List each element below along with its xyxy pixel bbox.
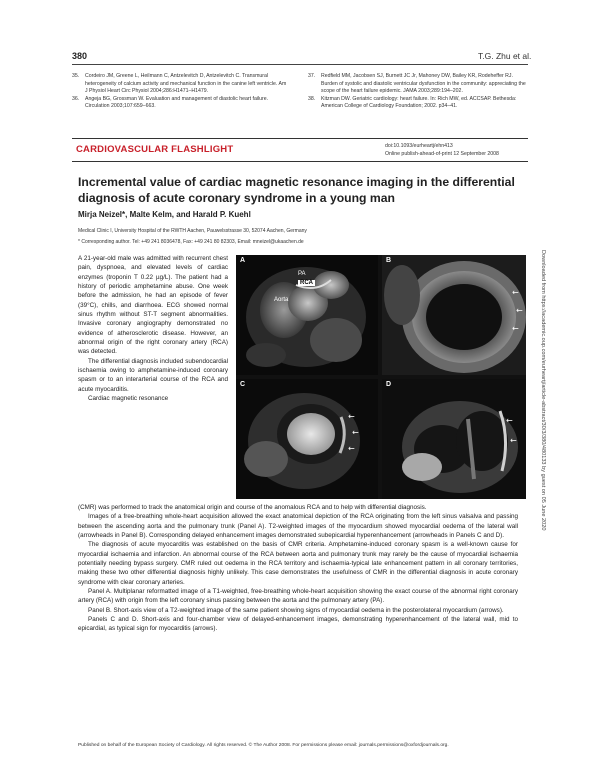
running-head: T.G. Zhu et al. [478, 51, 532, 61]
download-sidebar: Downloaded from https://academic.oup.com/eurheartj/article-abstract/30/3/380/480133 by guest on 05 June 2020 [540, 250, 546, 531]
reference-item [72, 96, 290, 111]
label-aorta: Aorta [274, 297, 289, 303]
body-fullwidth [78, 503, 518, 634]
arrow-icon: ← [512, 324, 519, 333]
body-paragraph: The differential diagnosis included subendocardial ischaemia owing to amphetamine-induced coronary spasm or to an interarterial course of the RCA and acute myocarditis. [78, 357, 228, 393]
arrow-icon: ← [348, 412, 355, 421]
online-date: Online publish-ahead-of-print 12 September 2008 [385, 151, 499, 157]
figure-panel-a [236, 255, 378, 375]
figure-panel-c [236, 379, 378, 499]
label-rca: RCA [300, 280, 313, 286]
header-rule [72, 64, 528, 65]
doi-block [385, 142, 499, 158]
reference-text: Angeja BG, Grossman W. Evaluation and management of diastolic heart failure. Circulation 2003;107:659–663. [85, 95, 269, 110]
reference-text: Cordeiro JM, Greene L, Heilmann C, Antzelevitch D, Antzelevitch C. Transmural heterogeneity of calcium activity and mechanical function in the canine left ventricle. Am J Physiol Heart Circ Physiol 2004;286:H1471–H1479. [85, 73, 287, 95]
article-title: Incremental value of cardiac magnetic resonance imaging in the differential diagnosis of acute coronary syndrome in a young man [78, 175, 515, 205]
doi: doi:10.1093/eurheartj/ehn413 [385, 143, 453, 149]
body-paragraph: A 21-year-old male was admitted with recurrent chest pain, dyspnoea, and elevated levels of cardiac enzymes (troponin T 0.22 µg/L). The patient had a history of periodic amphetamine abuse. One week before the admission, he had an episode of fever (39°C), chills, and diarrhoea. ECG showed normal sinus rhythm without ST-T segment abnormalities. Invasive coronary angiography demonstrated no evidence of atherosclerotic disease. However, an abnormal origin of the right coronary artery (RCA) was detected. [78, 255, 228, 356]
page-number: 380 [72, 51, 88, 61]
mri-image-c [236, 379, 378, 499]
affiliation: Medical Clinic I, University Hospital of the RWTH Aachen, Pauwelsstrasse 30, 52074 Aachen, Germany [78, 228, 307, 234]
reference-list-right [308, 73, 528, 111]
arrow-icon: ← [348, 444, 355, 453]
body-paragraph: The diagnosis of acute myocarditis was established on the basis of CMR criteria. Amphetamine-induced coronary spasm is a well-known cause for myocardial ischaemia and infarction. An abnormal course of the RCA between aorta and pulmonary trunk may rarely be the cause of myocardial ischaemia potentially needing bypass surgery. CMR ruled out oedema in the RCA territory and ischaemia-typical late enhancement pattern in all coronary territories, making these two other differential diagnosis highly unlikely. This case demonstrates the usefulness of CMR in the differential diagnosis in acute coronary syndrome with clear coronary arteries. [78, 541, 518, 586]
reference-list-left [72, 73, 290, 111]
corresponding-author: * Corresponding author. Tel: +49 241 8036478, Fax: +49 241 80 82303, Email: mneizel@ukaachen.de [78, 239, 304, 245]
figure-panel-d [382, 379, 526, 499]
mri-image-b [382, 255, 526, 375]
reference-item [308, 96, 528, 111]
reference-number: 37. [308, 73, 316, 79]
reference-item [72, 73, 290, 96]
label-pa: PA [298, 271, 306, 277]
section-heading: CARDIOVASCULAR FLASHLIGHT [76, 144, 234, 155]
arrow-icon: ← [512, 288, 519, 297]
arrow-icon: ← [352, 428, 359, 437]
affiliation-block [78, 226, 518, 248]
arrow-icon: ← [516, 306, 523, 315]
panel-label-c: C [240, 381, 246, 388]
reference-text: Kitzman DW. Geriatric cardiology: heart failure. In: Rich MW, ed. ACCSAP. Bethesda: American College of Cardiology Foundation; 2002. p34–41. [321, 95, 517, 110]
figure-caption: Panel A. Multiplanar reformatted image of a T1-weighted, free-breathing whole-heart acquisition showing the exact course of the abnormal right coronary artery (RCA) with origin from the left coronary sinus passing between the aorta and the pulmonary artery (PA). [78, 588, 518, 605]
body-paragraph-start: Cardiac magnetic resonance [88, 395, 169, 403]
reference-number: 35. [72, 73, 80, 79]
body-paragraph: (CMR) was performed to track the anatomical origin and course of the anomalous RCA and to help with differential diagnosis. [78, 504, 427, 511]
copyright-footer: Published on behalf of the European Society of Cardiology. All rights reserved. © The Author 2008. For permissions please email: journals.permissions@oxfordjournals.org. [78, 743, 449, 748]
mri-figure [236, 255, 526, 499]
body-column [78, 254, 228, 404]
reference-number: 36. [72, 95, 80, 102]
mri-image-d [382, 379, 526, 499]
reference-text: Redfield MM, Jacobsen SJ, Burnett JC Jr, Mahoney DW, Bailey KR, Rodeheffer RJ. Burden of systolic and diastolic ventricular dysfunction in the community: appreciating the scope of the heart failure epidemic. JAMA 2003;289:194–202. [321, 73, 526, 95]
figure-caption: Panel B. Short-axis view of a T2-weighted image of the same patient showing signs of myocardial oedema in the posterolateral myocardium (arrows). [88, 606, 504, 614]
figure-panel-b [382, 255, 526, 375]
arrow-icon: ← [506, 416, 513, 425]
panel-label-b: B [386, 257, 392, 264]
panel-label-d: D [386, 381, 392, 388]
arrow-icon: ← [510, 436, 517, 445]
figure-caption: Panels C and D. Short-axis and four-chamber view of delayed-enhancement images, demonstrating hyperenhancement of the lateral wall, mid to epicardial, as typical sign for myocarditis (arrows). [78, 616, 518, 633]
reference-number: 38. [308, 95, 316, 102]
body-paragraph: Images of a free-breathing whole-heart acquisition allowed the exact anatomical depiction of the RCA originating from the left sinus valsalva and passing between the ascending aorta and the pulmonary trunk (Panel A). T2-weighted images of the myocardium showed myocardial oedema of the lateral wall (arrowheads in Panel B). Corresponding delayed enhancement images demonstrated subepicardial hyperenhancement (arrowheads in Panels C and D). [78, 513, 518, 540]
authors: Mirja Neizel*, Malte Kelm, and Harald P. Kuehl [78, 210, 251, 219]
panel-label-a: A [240, 257, 246, 264]
reference-item [308, 73, 528, 96]
mri-image-a [236, 255, 378, 375]
